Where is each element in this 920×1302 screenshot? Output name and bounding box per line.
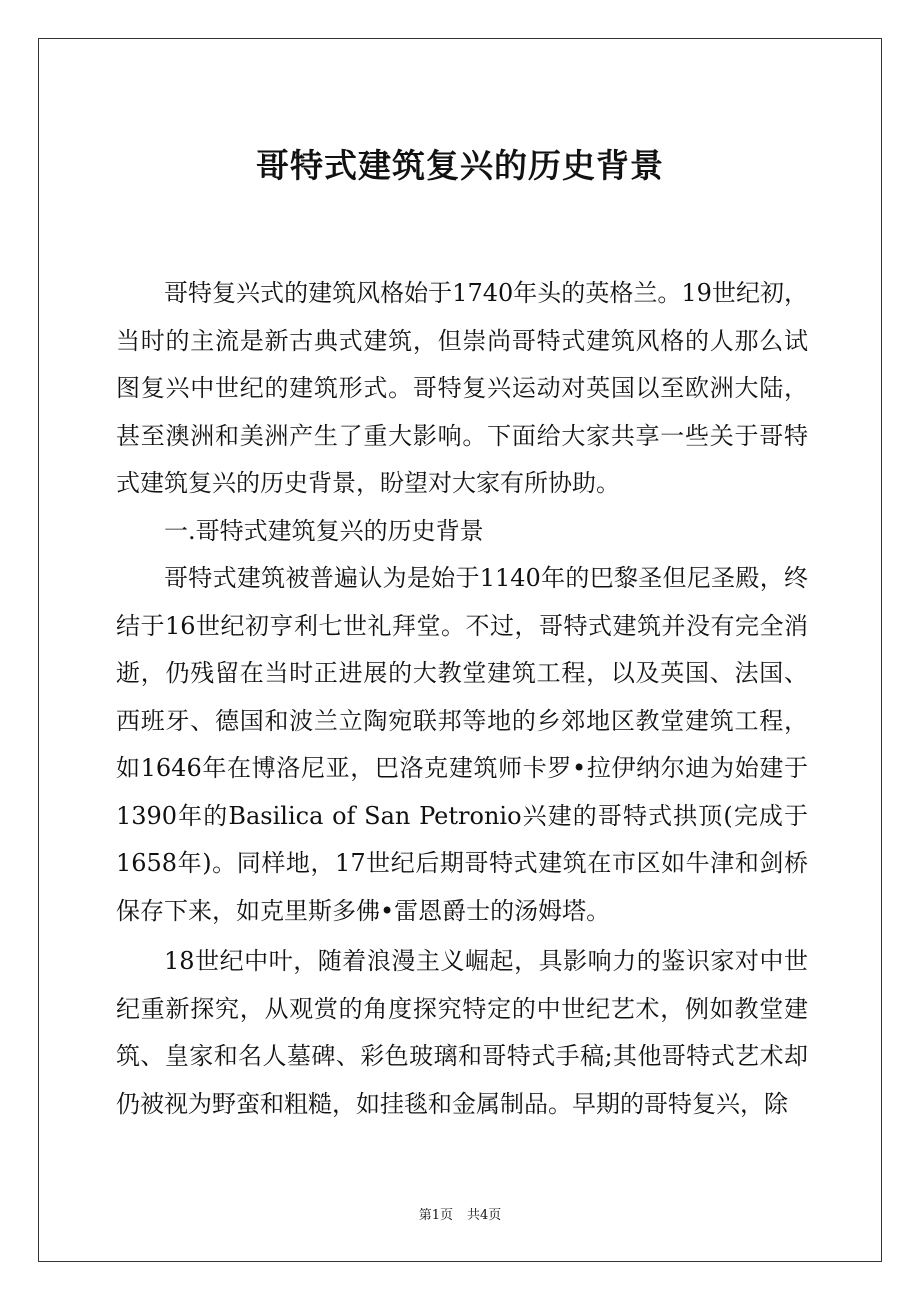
history-paragraph: 哥特式建筑被普遍认为是始于1140年的巴黎圣但尼圣殿，终结于16世纪初亨利七世礼拜堂。不过，哥特式建筑并没有完全消逝，仍残留在当时正进展的大教堂建筑工程，以及英国、法国、西班牙、德国和波兰立陶宛联邦等地的乡郊地区教堂建筑工程，如1646年在博洛尼亚，巴洛克建筑师卡罗•拉伊纳尔迪为始建于1390年的Basilica of San Petronio兴建的哥特式拱顶(完成于1658年)。同样地，17世纪后期哥特式建筑在市区如牛津和剑桥保存下来，如克里斯多佛•雷恩爵士的汤姆塔。 bbox=[116, 564, 808, 925]
page-footer bbox=[0, 1206, 920, 1226]
intro-paragraph: 哥特复兴式的建筑风格始于1740年头的英格兰。19世纪初，当时的主流是新古典式建筑，但崇尚哥特式建筑风格的人那么试图复兴中世纪的建筑形式。哥特复兴运动对英国以至欧洲大陆，甚至澳洲和美洲产生了重大影响。下面给大家共享一些关于哥特式建筑复兴的历史背景，盼望对大家有所协助。 bbox=[116, 279, 808, 497]
page-number: 第1页 bbox=[418, 1208, 453, 1223]
romanticism-paragraph: 18世纪中叶，随着浪漫主义崛起，具影响力的鉴识家对中世纪重新探究，从观赏的角度探究特定的中世纪艺术，例如教堂建筑、皇家和名人墓碑、彩色玻璃和哥特式手稿;其他哥特式艺术却仍被视为野蛮和粗糙，如挂毯和金属制品。早期的哥特复兴，除 bbox=[116, 947, 808, 1118]
document-title: 哥特式建筑复兴的历史背景 bbox=[256, 146, 664, 185]
document-body bbox=[116, 270, 808, 1128]
section-heading: 一.哥特式建筑复兴的历史背景 bbox=[164, 516, 484, 545]
page-total: 共4页 bbox=[467, 1208, 502, 1223]
